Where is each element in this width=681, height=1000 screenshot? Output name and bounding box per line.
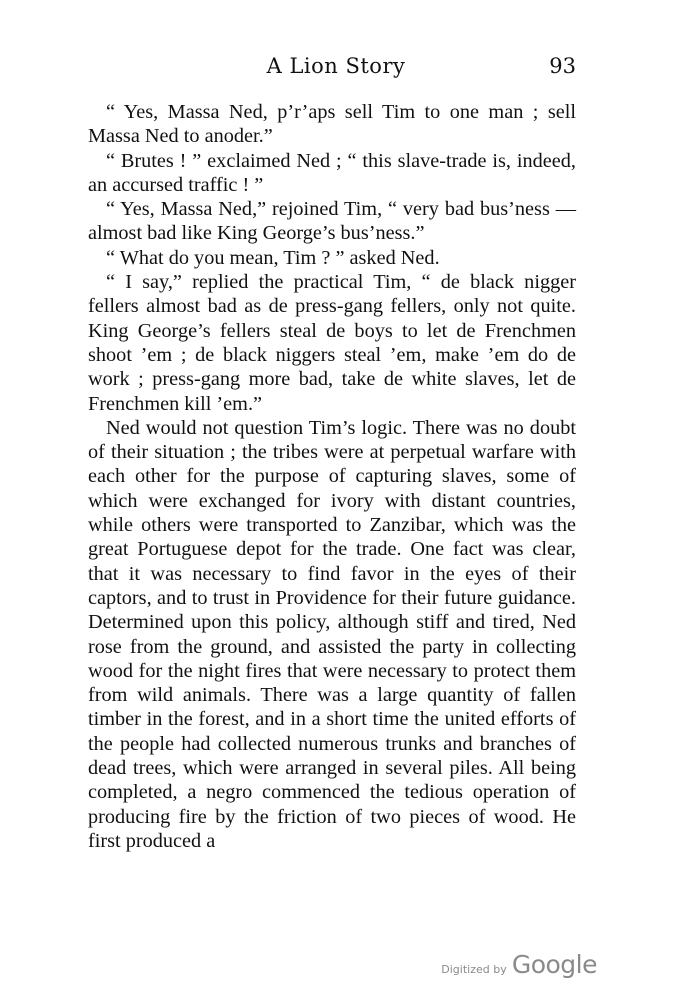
paragraph: “ What do you mean, Tim ? ” asked Ned.: [106, 246, 440, 269]
paragraph: “ Yes, Massa Ned, p’r’aps sell Tim to one man ; sell Massa Ned to anoder.”: [88, 101, 576, 148]
watermark-prefix: Digitized by: [441, 963, 507, 976]
paragraph: “ Yes, Massa Ned,” rejoined Tim, “ very bad bus’ness —almost bad like King George’s bus’ness.”: [88, 198, 576, 245]
page-header: [96, 54, 576, 88]
paragraph: Ned would not question Tim’s logic. There was no doubt of their situation ; the tribes were at perpetual warfare with each other for the purpose of capturing slaves, some of which were exchanged for ivory with distant countries, while others were transported to Zanzibar, which was the great Portuguese depot for the trade. One fact was clear, that it was necessary to find favor in the eyes of their captors, and to trust in Providence for their future guidance. Determined upon this policy, although stiff and tired, Ned rose from the ground, and assisted the party in collecting wood for the night fires that were necessary to protect them from wild animals. There was a large quantity of fallen timber in the forest, and in a short time the united efforts of the people had collected numerous trunks and branches of dead trees, which were arranged in several piles. All being completed, a negro commenced the tedious operation of producing fire by the friction of two pieces of wood. He first produced a: [88, 416, 576, 852]
paragraph: “ Brutes ! ” exclaimed Ned ; “ this slave-trade is, indeed, an accursed traffic ! ”: [88, 149, 576, 196]
digitized-by-watermark: [441, 950, 597, 979]
page-number: 93: [549, 54, 576, 78]
body-text: [88, 100, 576, 853]
paragraph: “ I say,” replied the practical Tim, “ de black nigger fellers almost bad as de press-gang fellers, only not quite. King George’s fellers steal de boys to let de Frenchmen shoot ’em ; de black niggers steal ’em, make ’em do de work ; press-gang more bad, take de white slaves, let de Frenchmen kill ’em.”: [88, 271, 576, 415]
running-title: A Lion Story: [266, 54, 406, 78]
watermark-brand: Google: [511, 950, 597, 979]
